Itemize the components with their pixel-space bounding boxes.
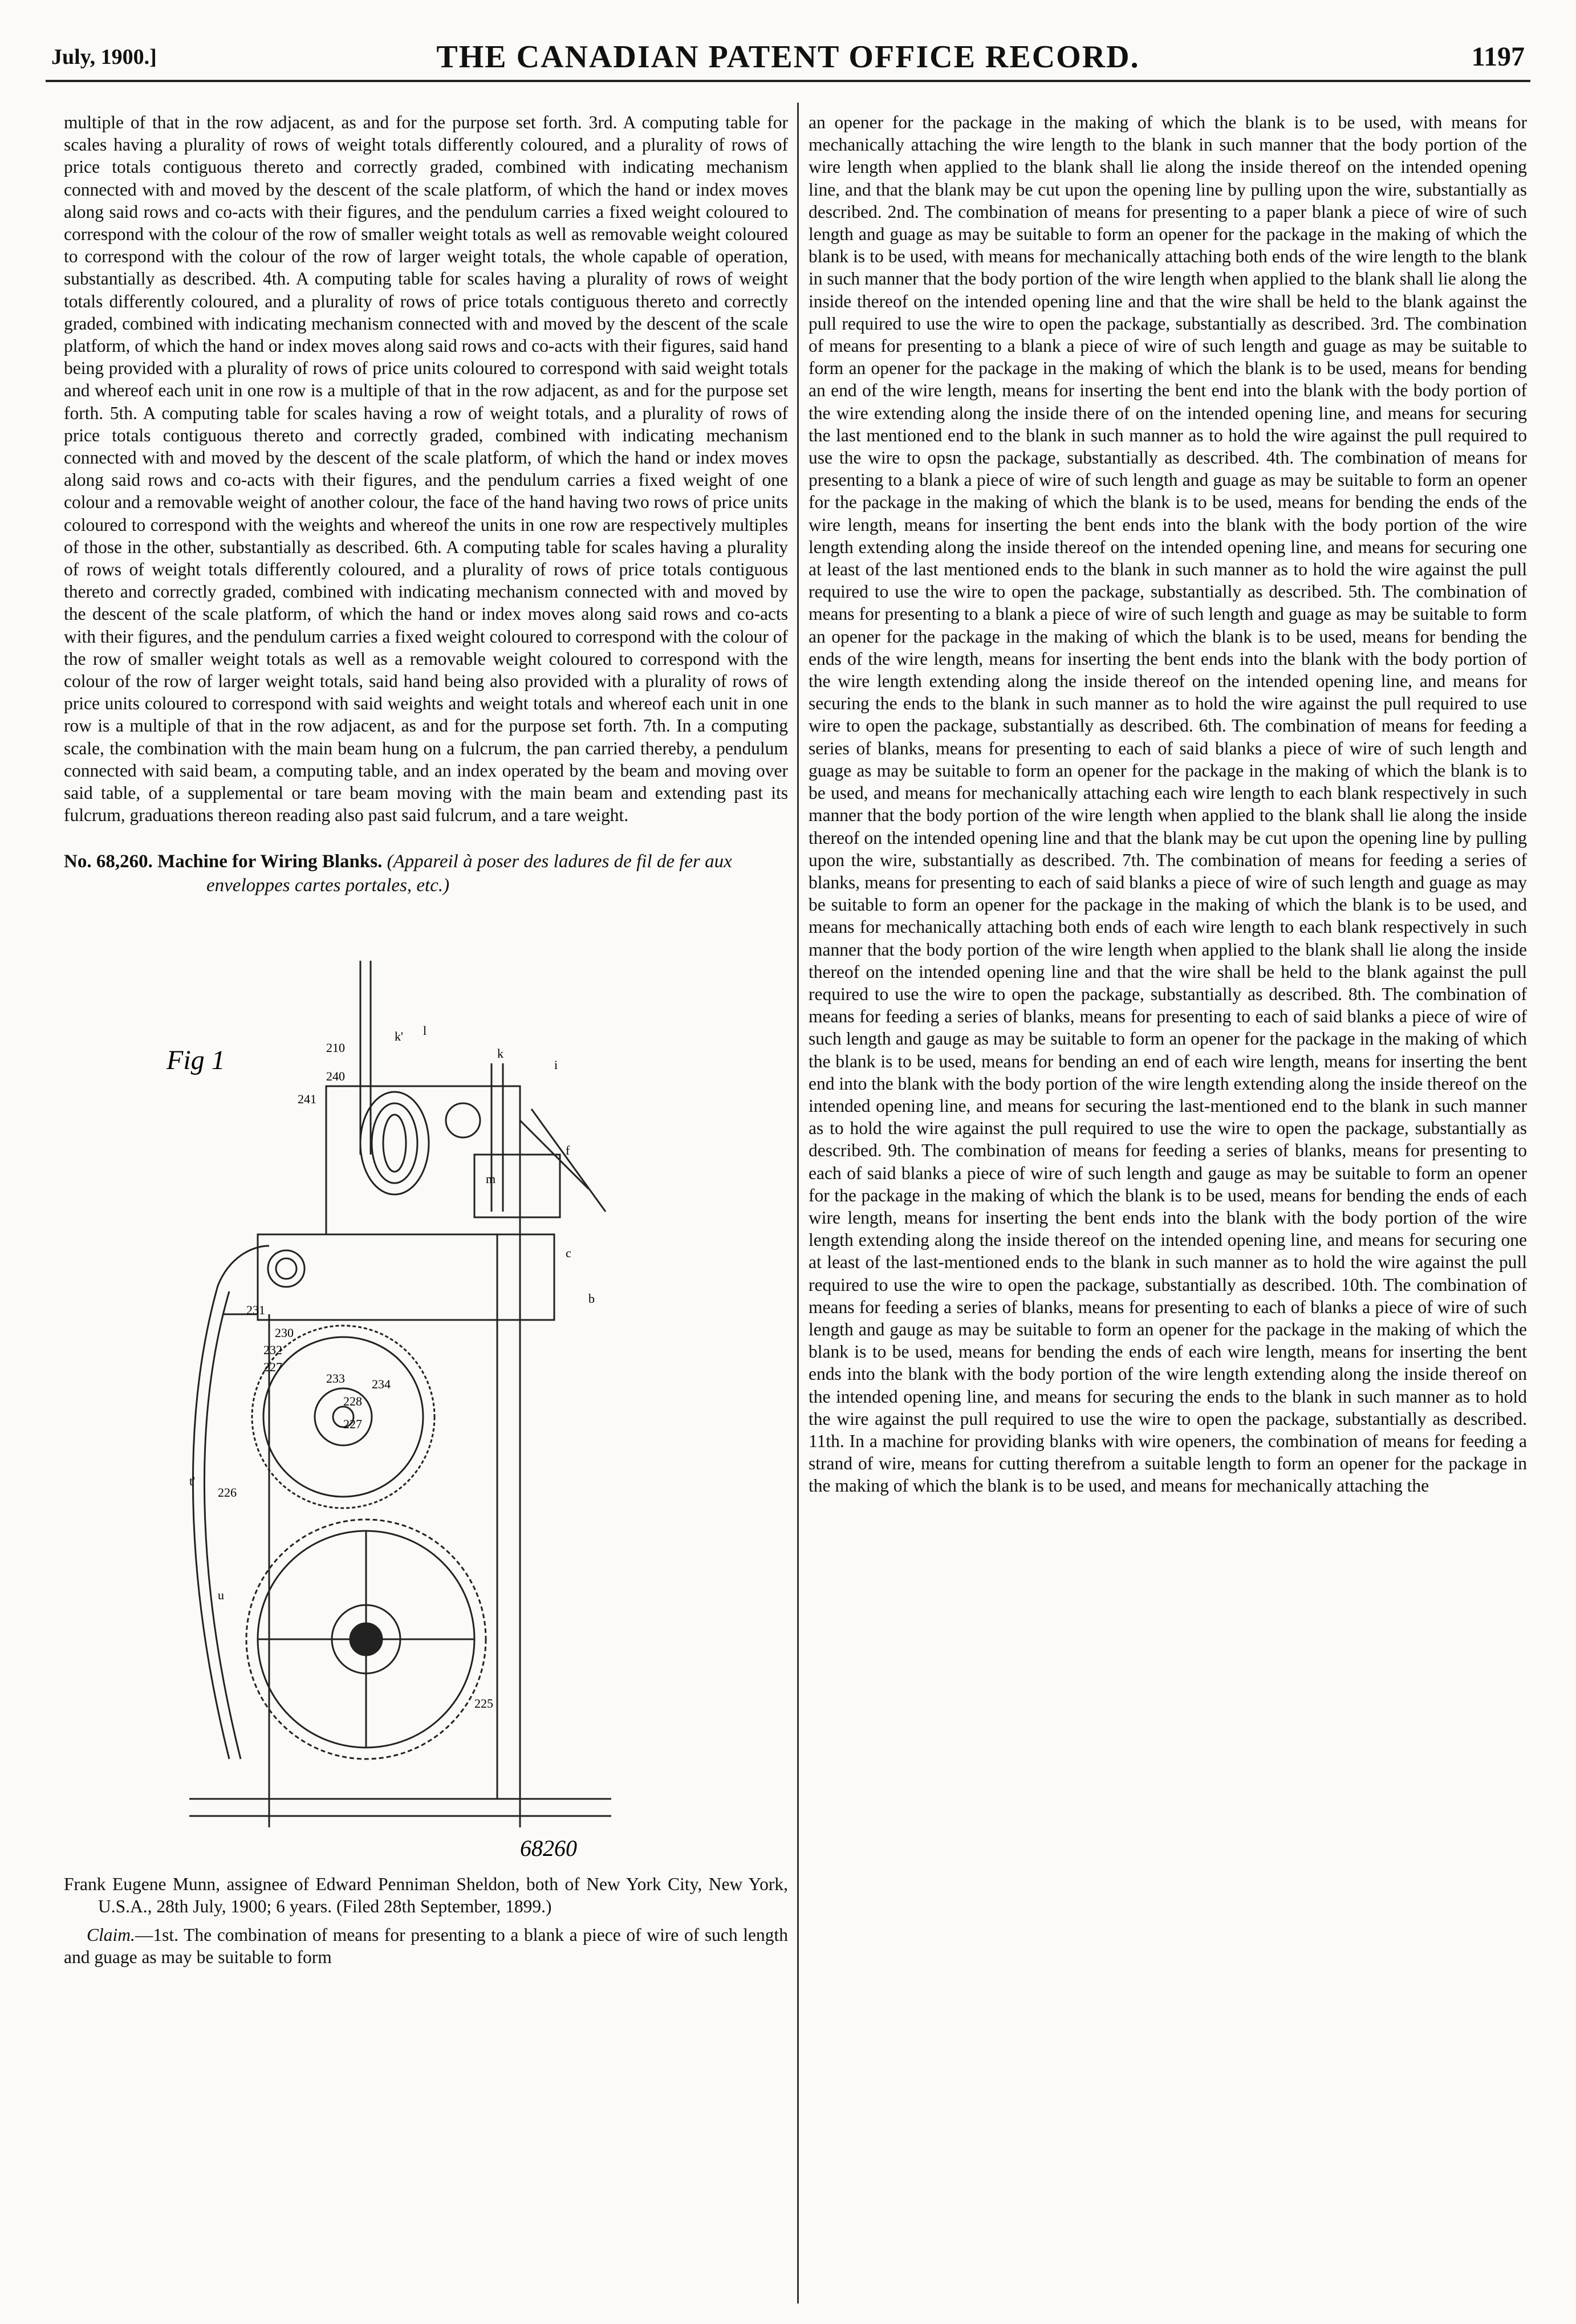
figure-callout: 232 (263, 1343, 282, 1358)
figure-number-label: 68260 (520, 1835, 577, 1862)
figure-callout: t' (189, 1474, 196, 1489)
patent-french-title: (Appareil à poser des ladures de fil de fer aux enveloppes cartes portales, etc.) (206, 851, 732, 896)
right-column (809, 111, 1527, 1497)
column-divider (797, 103, 799, 2303)
claim-label: Claim. (87, 1924, 135, 1945)
figure-callout: k (497, 1046, 503, 1061)
figure-callout: 227 (343, 1417, 362, 1432)
page-number: 1197 (1471, 42, 1525, 72)
figure-callout: 210 (326, 1041, 345, 1055)
figure-label: Fig 1 (166, 1045, 225, 1076)
claim-paragraph (64, 1924, 788, 1968)
machine-drawing-svg (155, 915, 668, 1862)
issue-date: July, 1900.] (51, 45, 157, 69)
figure-callout: 240 (326, 1069, 345, 1084)
figure-callout: b (588, 1291, 595, 1306)
patent-number: No. 68,260. (64, 851, 153, 872)
continued-claims: multiple of that in the row adjacent, as and for the purpose set forth. 3rd. A computing table for scales having a plurality of rows of weight totals differently coloured, and a plurality of rows of price totals contiguous thereto and correctly graded, combined with indicating mechanism connected with and moved by the descent of the scale platform, of which the hand or index moves along said rows and co-acts with their figures, and the pendulum carries a fixed weight coloured to correspond with the colour of the row of smaller weight totals as well as removable weight coloured to correspond with the colour of the row of larger weight totals, the whole capable of operation, substantially as described. 4th. A computing table for scales having a plurality of rows of weight totals differently coloured, and a plurality of rows of price totals contiguous thereto and correctly graded, combined with indicating mechanism connected with and moved by the descent of the scale platform, of which the hand or index moves along said rows and co-acts with their figures, said hand being provided with a plurality of rows of price units coloured to correspond with said weight totals and whereof each unit in one row is a multiple of that in the row adjacent, as and for the purpose set forth. 5th. A computing table for scales having a row of weight totals, and a plurality of rows of price totals contiguous thereto and correctly graded, combined with indicating mechanism connected with and moved by the descent of the scale platform, of which the hand or index moves along said rows and co-acts with their figures, and the pendulum carries a fixed weight of one colour and a removable weight of another colour, the face of the hand having two rows of price units coloured to correspond with the weights and whereof the units in one row are respectively multiples of those in the other, substantially as described. 6th. A computing table for scales having a plurality of rows of weight totals differently coloured, and a plurality of rows of price totals contiguous thereto and correctly graded, combined with indicating mechanism connected with and moved by the descent of the scale platform, of which the hand or index moves along said rows and co-acts with their figures, and the pendulum carries a fixed weight coloured to correspond with the colour of the row of smaller weight totals as well as a removable weight coloured to correspond with the colour of the row of larger weight totals, said hand being also provided with a plurality of rows of price units coloured to correspond with said weights and weight totals and whereof each unit in one row is a multiple of that in the row adjacent, as and for the purpose set forth. 7th. In a computing scale, the combination with the main beam hung on a fulcrum, the pan carried thereby, a pendulum connected with said beam, a computing table, and an index operated by the beam and moving over said table, of a supplemental or tare beam moving with the main beam and extending past its fulcrum, graduations thereon reading also past said fulcrum, and a tare weight. (64, 112, 788, 826)
figure-callout: 241 (298, 1092, 316, 1107)
figure-callout: 231 (246, 1303, 265, 1318)
figure-callout: l (423, 1023, 427, 1038)
figure-callout: 234 (372, 1377, 391, 1392)
page-header (46, 34, 1530, 82)
figure-callout: 226 (218, 1485, 237, 1500)
claim-text: —1st. The combination of means for presenting to a blank a piece of wire of such length and guage as may be suitable to form (64, 1924, 788, 1967)
patent-drawing (155, 915, 668, 1862)
figure-callout: 233 (326, 1371, 345, 1386)
figure-callout: c (566, 1246, 571, 1261)
left-column (64, 111, 788, 1968)
patent-title: Machine for Wiring Blanks. (157, 851, 383, 872)
figure-callout: m (486, 1172, 496, 1187)
figure-callout: 230 (275, 1326, 294, 1340)
inventor-details: Frank Eugene Munn, assignee of Edward Penniman Sheldon, both of New York City, New York, U.S.A., 28th July, 1900; 6 years. (Filed 28th September, 1899.) (64, 1874, 788, 1917)
patent-entry-heading (64, 850, 788, 899)
publication-title: THE CANADIAN PATENT OFFICE RECORD. (436, 39, 1140, 75)
figure-callout: 227 (263, 1360, 282, 1375)
figure-callout: 228 (343, 1394, 362, 1409)
figure-callout: i (554, 1058, 558, 1072)
figure-callout: 225 (474, 1696, 493, 1711)
figure-callout: k' (395, 1029, 403, 1044)
figure-callout: f (566, 1143, 570, 1158)
claims-continued: an opener for the package in the making of which the blank is to be used, with means for mechanically attaching the wire length to the blank in such manner that the body portion of the wire length when applied to the blank shall lie along the inside thereof on the intended opening line, and that the blank may be cut upon the opening line by pulling upon the wire, substantially as described. 2nd. The combination of means for presenting to a paper blank a piece of wire of such length and guage as may be suitable to form an opener for the package in the making of which the blank is to be used, with means for mechanically attaching both ends of the wire length to the blank in such manner that the body portion of the wire length when applied to the blank shall lie along the inside thereof on the intended opening line and that the wire shall be held to the blank against the pull required to use the wire to open the package, substantially as described. 3rd. The combination of means for presenting to a blank a piece of wire of such length and guage as may be suitable to form an opener for the package in the making of which the blank is to be used, means for bending an end of the wire length, means for inserting the bent end into the blank with the body portion of the wire extending along the inside there of on the intended opening line, and means for securing the last mentioned end to the blank in such manner as to hold the wire against the pull required to use the wire to opsn the package, substantially as described. 4th. The combination of means for presenting to a blank a piece of wire of such length and guage as may be suitable to form an opener for the package in the making of which the blank is to be used, means for bending the ends of the wire length, means for inserting the bent ends into the blank with the body portion of the wire length extending along the inside thereof on the intended opening line, and means for securing one at least of the last mentioned ends to the blank in such manner as to hold the wire against the pull required to use the wire to open the package, substantially as described. 5th. The combination of means for presenting to a blank a piece of wire of such length and guage as may be suitable to form an opener for the package in the making of which the blank is to be used, means for bending the ends of the wire length, means for inserting the bent ends into the blank with the body portion of the wire length extending along the inside thereof on the intended opening line, and means for securing the ends to the blank in such manner as to hold the wire against the pull required to use wire to open the package, substantially as described. 6th. The combination of means for feeding a series of blanks, means for presenting to each of said blanks a piece of wire of such length and guage as may be suitable to form an opener for the package in the making of which the blank is to be used, and means for mechanically attaching each wire length to each blank respectively in such manner that the body portion of the wire length when applied to the blank shall lie along the inside thereof on the intended opening line and that the blank may be cut upon the opening line by pulling upon the wire, substantially as described. 7th. The combination of means for feeding a series of blanks, means for presenting to each of said blanks a piece of wire of such length and guage as may be suitable to form an opener for the package in the making of which the blank is to be used, and means for mechanically attaching both ends of each wire length to each blank respectively in such manner that the body portion of the wire length when applied to the blank shall lie along the inside thereof on the intended opening line and that the wire shall be held to the blank against the pull required to use the wire to open the package, substantially as described. 8th. The combination of means for feeding a series of blanks, means for presenting to each of said blanks a piece of wire of such length and gauge as may be suitable to form an opener for the package in the making of which the blank is to be used, means for bending an end of each wire length, means for inserting the bent end into the blank with the body portion of the wire length extending along the inside thereof on the intended opening line, and means for securing the last-mentioned end to the blank in such manner as to hold the wire against the pull required to use the wire to open the package, substantially as described. 9th. The combination of means for feeding a series of blanks, means for presenting to each of said blanks a piece of wire of such length and gauge as may be suitable to form an opener for the package in the making of which the blank is to be used, means for bending the ends of each wire length, means for inserting the bent ends into the blank with the body portion of the wire length extending along the inside thereof on the intended opening line, and means for securing one at least of the last-mentioned ends to the blank in such manner as to hold the wire against the pull required to use the wire to open the package, substantially as described. 10th. The combination of means for feeding a series of blanks, means for presenting to each of blanks a piece of wire of such length and gauge as may be suitable to form an opener for the package in the making of which the blank is to be used, means for bending the ends of each wire length, means for inserting the bent ends into the blank with the body portion of the wire length extending along the inside thereof on the intended opening line, and means for securing the ends to the blank in such manner as to hold the wire against the pull required to use the wire to open the package, substantially as described. 11th. In a machine for providing blanks with wire openers, the combination of means for feeding a strand of wire, means for cutting therefrom a suitable length to form an opener for the package in the making of which the blank is to be used, and means for mechanically attaching the (809, 112, 1527, 1496)
figure-callout: u (218, 1588, 224, 1603)
